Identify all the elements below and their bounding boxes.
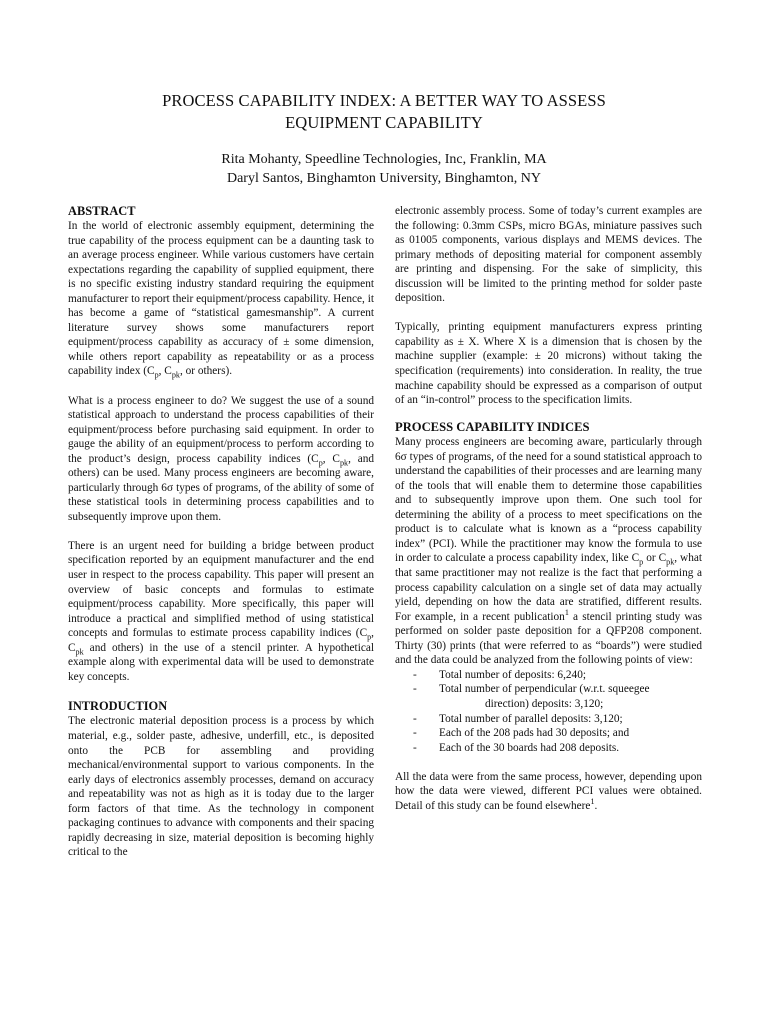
author-1: Rita Mohanty, Speedline Technologies, Inc, Franklin, MA	[221, 152, 547, 167]
abstract-heading: ABSTRACT	[68, 204, 136, 218]
study-views-list	[395, 668, 702, 755]
list-item: - Each of the 30 boards had 208 deposits.	[395, 741, 702, 756]
pci-heading: PROCESS CAPABILITY INDICES	[395, 419, 590, 434]
list-item: - Total number of perpendicular (w.r.t. squeegee direction) deposits: 3,120;	[395, 682, 702, 711]
list-item: - Total number of deposits: 6,240;	[395, 668, 702, 683]
right-column	[395, 204, 702, 813]
abstract-paragraph-3: There is an urgent need for building a bridge between product specification reported by an equipment manufacturer and the end user in respect to the process capability. This paper will present an overview of basic concepts and formulas to estimate equipment/process capability. More specifically, this paper will introduce a practical and simplified method of using statistical concepts and formulas to estimate process capability indices ($C_p$, $C_{pk}$ and others) in the use of a stencil printer. A hypothetical example along with experimental data will be used to demonstrate key concepts.	[68, 539, 374, 683]
list-item: - Each of the 208 pads had 30 deposits; and	[395, 726, 702, 741]
author-block	[60, 150, 708, 188]
list-item: - Total number of parallel deposits: 3,120;	[395, 712, 702, 727]
left-column	[68, 204, 374, 860]
author-2: Daryl Santos, Binghamton University, Binghamton, NY	[226, 171, 542, 186]
introduction-continued: electronic assembly process. Some of today’s current examples are the following: 0.3mm CSPs, micro BGAs, miniature passives such as 01005 components, various displays and MEMS devices. The primary methods of depositing material for component assembly are printing and dispensing. For the sake of simplicity, this discussion will be limited to the printing method for solder paste deposition.	[395, 205, 702, 305]
title-line-2: EQUIPMENT CAPABILITY	[285, 113, 483, 132]
introduction-paragraph-2: Typically, printing equipment manufacturers express printing capability as ± X. Where X is a dimension that is chosen by the machine supplier (example: ± 20 microns) without taking the specification (requirements) into consideration. In reality, the true machine capability should be expressed as a comparison of output of an “in-control” process to the specification limits.	[395, 321, 702, 407]
introduction-paragraph-1: The electronic material deposition process is a process by which material, e.g., solder paste, adhesive, underfill, etc., is deposited onto the PCB for assembling and providing mechanical/environmental support to various components. In the early days of electronics assembly processes, demand on accuracy and repeatability was not as high as it is today due to the larger form factors of that time. As the technology in component packaging continues to advance with components and their spacing rapidly decreasing in size, material deposition is becoming highly critical to the	[68, 715, 374, 859]
title-line-1: PROCESS CAPABILITY INDEX: A BETTER WAY TO ASSESS	[162, 91, 606, 110]
introduction-heading: INTRODUCTION	[68, 699, 168, 714]
pci-paragraph-2: All the data were from the same process, however, depending upon how the data were viewed, different PCI values were obtained. Detail of this study can be found elsewhere$^1$.	[395, 770, 702, 812]
abstract-paragraph-1: In the world of electronic assembly equipment, determining the true capability of the process equipment can be a daunting task to an average process engineer. While various customers have certain expectations regarding the capability of supplied equipment, there is no specific existing industry standard requiring the equipment manufacturer to report their equipment/process capability. Hence, it has become a game of “statistical gamesmanship”. A current literature survey shows some manufacturers report equipment/process capability as accuracy of ± some dimension, while others report capability as repeatability or as a process capability index ($C_p$, $C_{pk}$, or others).	[68, 220, 374, 380]
pci-paragraph-1: Many process engineers are becoming aware, particularly through 6σ types of programs, of the need for a sound statistical approach to understand the capabilities of their processes and are learning many of the tools that will enable them to determine those capabilities and to subsequently improve upon them. One such tool for determining the ability of a process to meet specifications on the product is to calculate what is known as a “process capability index” (PCI). While the practitioner may know the formula to use in order to calculate a process capability index, like $C_p$ or $C_{pk}$, what that same practitioner may not realize is the fact that performing a process capability calculation on a single set of data may actually yield, depending on how the data are stratified, different results. For example, in a recent publication$^1$ a stencil printing study was performed on solder paste deposition for a QFP208 component. Thirty (30) prints (that were referred to as “boards”) were studied and the data could be analyzed from the following points of view:	[395, 436, 703, 667]
abstract-paragraph-2: What is a process engineer to do? We suggest the use of a sound statistical approach to understand the process capabilities of their equipment/process before purchasing said equipment. In order to gauge the ability of an equipment/process to perform according to the product’s design, process capability indices ($C_p$, $C_{pk}$, and others) can be used. Many process engineers are becoming aware, particularly through 6σ types of programs, of the ability of some of these statistical tools in determining process capabilities and to subsequently improve upon them.	[68, 394, 375, 523]
paper-title	[60, 90, 708, 134]
